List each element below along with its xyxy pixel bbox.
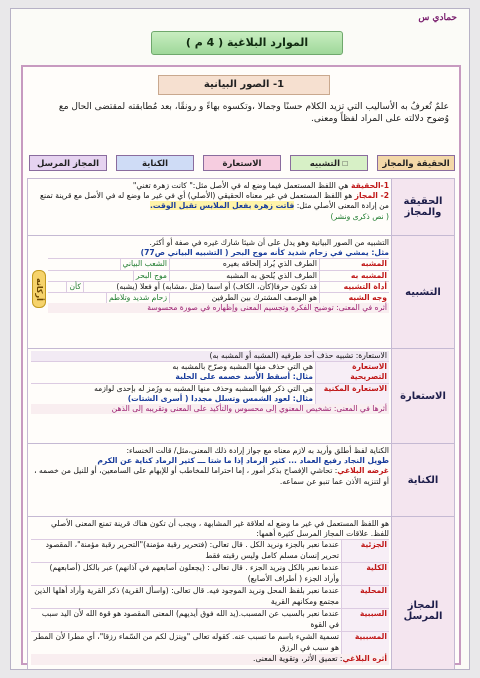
row-head-tashbih: التشبيه: [391, 236, 454, 348]
row-body-tashbih: التشبيه من الصور البيانية وهو يدل على أن شيئا شارك غيره في صفة أو أكثر. مثل: يمشي في زحام شديد كأنه موج البحر ( التشبيه البياني ص77) المشبه الطرف الذي يُراد إلحاقه بغيره الشعب البياني المشبه به الطرف الذي يُلحق به المشبه موج البحر أداة التشبيه قد تكون حرفا(كأن، الكاف) أو اسما (مثل ،مشابه) أو فعلا (يشبه) كأن وجه الشبه هو الوصف المشترك بين الطرفين زحام شديد وتلاطم أثره في المعنى: توضيح الفكرة وتجسيم المعنى وإظهاره في صورة محسوسة: [28, 236, 392, 315]
document-sheet: [10, 8, 470, 670]
chip-haqiqa: الحقيقة والمجاز: [377, 155, 455, 171]
chip-istiara: الاستعارة: [203, 155, 281, 171]
row-tashbih: [27, 235, 455, 349]
page-title: الموارد البلاغية ( 4 م ): [151, 31, 343, 55]
row-head-majaz: المجاز المرسل: [391, 517, 454, 670]
content-frame: [21, 65, 461, 665]
check-icon: ☐: [342, 160, 349, 168]
chip-tashbih: ☐التشبيه: [290, 155, 368, 171]
section-subtitle: 1- الصور البيانية: [158, 75, 330, 95]
chip-majaz: المجاز المرسل: [29, 155, 107, 171]
pillars-tag: أركانه: [32, 270, 46, 308]
row-body-haqiqa: 1-الحقيقة هي اللفظ المستعمل فيما وضع له في الأصل مثل:" كانت زهرة تغني" 2- المجاز هو اللفظ المستعمل في غير معناه الحقيقي (الأصلي) أي في غير ما وضع له في الأصل مع قرينة تمنع من إرادة المعنى الأصلي مثل: فاتت زهرة بفعل الملابس تقبل الوقت. ( نص ذكرى ونشر): [39, 181, 389, 221]
rhetoric-table: [27, 179, 455, 670]
author-signature: حمادي س: [418, 13, 457, 23]
row-kinaya: [27, 443, 455, 517]
row-body-istiara: الاستعارة: تشبيه حذف أحد طرفيه (المشبه أو المشبه به) الاستعارة التصريحية هي التي حذف منها المشبه وصرّح بالمشبه به مثال: أسقط الأسد خصمه على الحلبة الاستعارة المكنية هي التي ذكر فيها المشبه وحذف منها المشبه به ورُمز له بإحدى لوازمه مثال: لعود الشمس وتسلل مجددا ( أسرى الشتات) أثرها في المعنى: تشخيص المعنوي إلى محسوس والتأكيد على المعنى وتقريبه إلى الذهن: [28, 349, 392, 416]
row-majaz: [27, 516, 455, 670]
row-istiara: [27, 348, 455, 444]
intro-paragraph: علمٌ تُعرفُ به الأساليب التي تزيد الكلام حسنًا وجمالا ،وتكسوه بهاءً و رونقًا، بعد مُطابقته لمقتضى الحال مع وُضوح دلالته على المراد لفظاً ومعنى.: [58, 102, 449, 124]
row-head-kinaya: الكناية: [391, 444, 454, 516]
chip-kinaya: الكناية: [116, 155, 194, 171]
row-body-kinaya: الكناية لفظ أطلق وأريد به لازم معناه مع جواز إرادة ذلك المعنى،مثل/ قالت الخنساء: طويل النجاد رفيع العماد ... كثير الرماد إذا ما شتا ـــ كثير الرماد كناية عن الكرم غرضه البلاغي: تحاشي الإفصاح بذكر أمور ، إما احتراما للمخاطب أو للإبهام على السامعين، أو للنيل من خصمه ، أو لتنزيه الأذن عما تنبو عن سماعه.: [34, 446, 389, 486]
row-body-majaz: هو اللفظ المستعمل في غير ما وضع له لعلاقة غير المشابهة ، ويجب أن تكون هناك قرينة تمنع المعنى الأصلي للفظ. علاقات المجاز المرسل كثيرة أهمها: الجزئية عندما نعبر بالجزء ونريد الكل . قال تعالى: (فتحرير رقبة مؤمنة)"التحرير رقبة مؤمنة"، المقصود تحرير إنسان مسلم كامل وليس رقبته فقط الكلية عندما نعبر بالكل ونريد الجزء . قال تعالى : (يجعلون أصابعهم في آذانهم) عبر بالكل (أصابعهم) وأراد الجزء ( أطراف الأصابع) المحلية عندما نعبر بلفظ المحل ونريد الموجود فيه. قال تعالى: (واسأل القرية) ذكر القرية وأراد أهلها الذين مجتمع ومكانهم القرية السببية عندما نعبر بالسبب عن المسبب.(يد الله فوق أيديهم) المعنى المقصود هو قوة الله لأن اليد سبب في القوة المسببية تسمية الشيء باسم ما تسبب عنه. كقوله تعالى "وينزل لكم من السّماء رزقا"، أي مطرا لأن المطر هو سبب في الرزق أثره البلاغي: تعميق الأثر، وتقوية المعنى.: [28, 517, 392, 667]
row-head-istiara: الاستعارة: [391, 349, 454, 443]
topic-chips: [29, 155, 455, 171]
row-head-haqiqa: الحقيقة والمجاز: [391, 179, 454, 235]
row-haqiqa: [27, 178, 455, 236]
